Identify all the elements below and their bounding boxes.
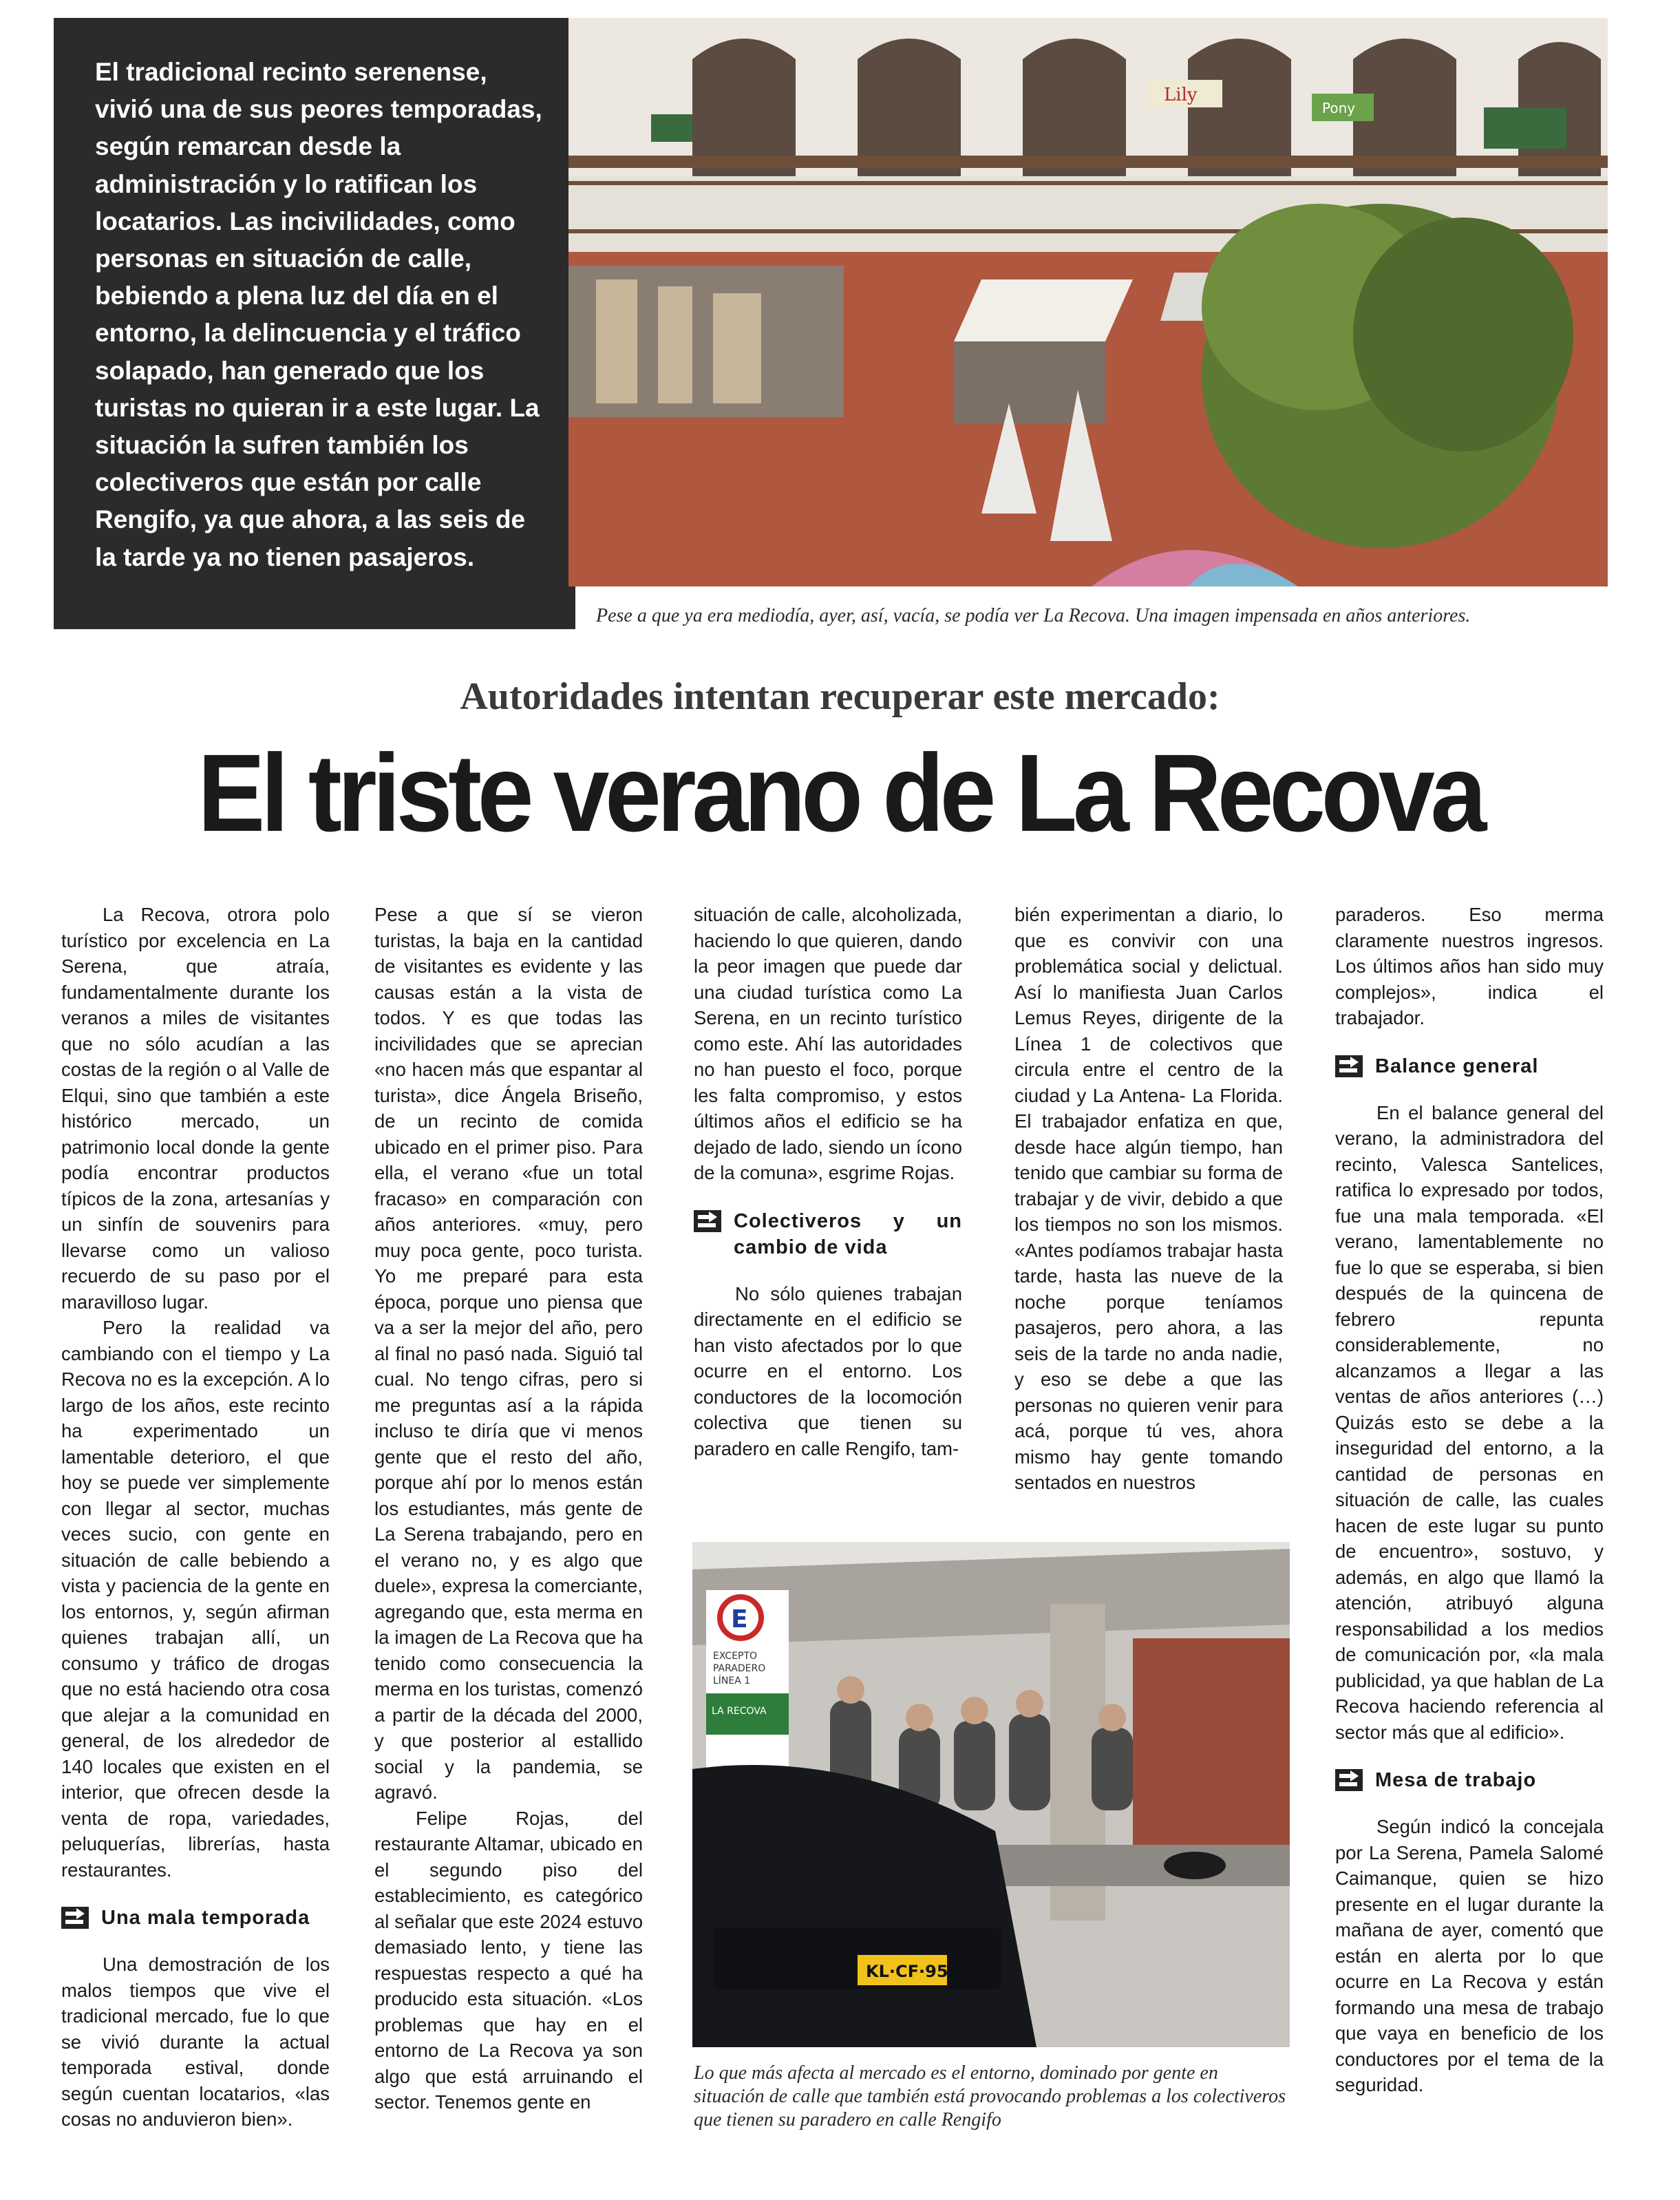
section-subheading [1335, 1767, 1604, 1793]
kicker: Autoridades intentan recuperar este mercado: [460, 675, 1220, 718]
paragraph: Pese a que sí se vieron turistas, la baja en la cantidad de visitantes es evidente y las causas están a la vista de todos. Y es que todas las incivilidades que se aprecian «no hacen más que espantar al turista», dice Ángela Briseño, de un recinto de comida ubicado en el primer piso. Para ella, el verano «fue un total fracaso» en comparación con años anteriores. «muy, pero muy poca gente, poco turista. Yo me preparé para esta época, porque uno piensa que va a ser la mejor del año, pero al final no pasó nada. Siguió tal cual. No tengo cifras, pero si me preguntas así a la rápida incluso te diría que vi menos gente que el resto del año, porque ahí por lo menos están los estudiantes, más gente de La Serena trabajando, pero en el verano no, y es algo que duele», expresa la comerciante, agregando que, esta merma en la imagen de La Recova que ha tenido como consecuencia la merma en los turistas, comenzó a partir de la década del 2000, y que posterior al estallido social y la pandemia, se agravó. [374, 904, 643, 1803]
section-subheading-text: Colectiveros y un cambio de vida [734, 1209, 962, 1258]
photo-bus-stop [692, 1542, 1290, 2047]
paragraph: En el balance general del verano, la administradora del recinto, Valesca Santelices, ratifica lo expresado por todos, fue una mala temporada. «El verano, lamentablemente no fue lo que se esperaba, si bien después de la quincena de febrero repunta considerablemente, no alcanzamos a llegar a las ventas de años anteriores (…) Quizás esto se debe a la inseguridad del entorno, a la cantidad de personas en situación de calle, las cuales hacen de este lugar su punto de encuentro», sostuvo, y además, en algo que llamó la atención, atribuyó alguna responsabilidad a los medios de comunicación por, «la mala publicidad, ya que hablan de La Recova haciendo referencia al sector más que al edificio». [1335, 1101, 1604, 1743]
shop-sign-text-2: Pony [1322, 100, 1356, 116]
article-column-4 [1014, 902, 1283, 1496]
bus-stop-sign-line-2: PARADERO [713, 1663, 766, 1674]
arrows-icon [1335, 1055, 1363, 1077]
paragraph: La Recova, otrora polo turístico por excelencia en La Serena, que atraía, fundamentalmente durante los veranos a miles de visitantes que no sólo acudían a las costas de la región o al Valle de Elqui, sino que también a este histórico mercado, un patrimonio local donde la gente podía encontrar productos típicos de la zona, artesanías y un sinfín de souvenirs para llevarse como un valioso recuerdo de su paso por el maravilloso lugar. [61, 904, 330, 1313]
section-subheading [694, 1208, 962, 1260]
paragraph: Según indicó la concejala por La Serena, Pamela Salomé Caimanque, quien se hizo presente en el lugar durante la mañana de ayer, comentó que están en alerta por lo que ocurre en La Recova y están formando una mesa de trabajo que vaya en beneficio de los conductores por el tema de la seguridad. [1335, 1816, 1604, 2095]
section-subheading-text: Una mala temporada [101, 1907, 310, 1929]
bus-stop-sign-line-3: LÍNEA 1 [713, 1675, 751, 1686]
arrows-icon [61, 1907, 89, 1929]
paragraph: No sólo quienes trabajan directamente en el edificio se han visto afectados por lo que ocurre en el entorno. Los conductores de la locomoción colectiva que tienen su paradero en calle Rengifo, tam- [694, 1282, 962, 1459]
svg-text:E: E [731, 1605, 748, 1633]
paragraph: bién experimentan a diario, lo que es convivir con una problemática social y delictual. Así lo manifiesta Juan Carlos Lemus Reyes, dirigente de la Línea 1 de colectivos que circula entre el centro de la ciudad y La Antena- La Florida. El trabajador enfatiza en que, desde hace algún tiempo, han tenido que cambiar su forma de trabajar y de vivir, debido a que los tiempos no son los mismos. «Antes podíamos trabajar hasta tarde, hasta las nueve de la noche porque teníamos pasajeros, pero ahora, a las seis de la tarde no anda nadie, y eso se debe a que las personas no quieren venir para acá, porque tú ves, ahora mismo hay gente tomando sentados en nuestros [1014, 904, 1283, 1493]
paragraph: Pero la realidad va cambiando con el tiempo y La Recova no es la excepción. A lo largo de los años, este recinto ha experimentado un lamentable deterioro, el que hoy se puede ver simplemente con llegar al sector, muchas veces sucio, con gente en situación de calle bebiendo a vista y paciencia de la gente en los entornos, y, según afirman quienes trabajan allí, un consumo y tráfico de drogas que no está haciendo otra cosa que alejar a la comunidad en general, de los alrededor de 140 locales que existen en el interior, que ofrecen desde la venta de ropa, variedades, peluquerías, librerías, hasta restaurantes. [61, 1317, 330, 1881]
article-column-1 [61, 902, 330, 2133]
paragraph: Una demostración de los malos tiempos que vive el tradicional mercado, fue lo que se vivió durante la actual temporada estival, donde según cuentan locatarios, «las cosas no anduvieron bien». [61, 1954, 330, 2130]
photo-market-courtyard [568, 18, 1608, 586]
photo-bottom-caption: Lo que más afecta al mercado es el entorno, dominado por gente en situación de calle que también está provocando problemas a los colectiveros que tienen su paradero en calle Rengifo [694, 2062, 1286, 2130]
section-subheading [61, 1905, 330, 1931]
arrows-icon [1335, 1769, 1363, 1791]
paragraph: Felipe Rojas, del restaurante Altamar, ubicado en el segundo piso del establecimiento, es categórico al señalar que este 2024 estuvo demasiado lento, y tiene las respuestas respecto a qué ha producido esta situación. «Los problemas que hay en el entorno de La Recova ya son algo que está arruinando el sector. Tenemos gente en [374, 1807, 643, 2113]
headline: El triste verano de La Recova [198, 731, 1482, 854]
section-subheading-text: Balance general [1375, 1055, 1539, 1077]
bus-stop-sign-line-4: LA RECOVA [712, 1706, 767, 1717]
arrows-icon [694, 1210, 721, 1232]
article-column-5 [1335, 902, 1604, 2098]
photo-top-caption: Pese a que ya era mediodía, ayer, así, vacía, se podía ver La Recova. Una imagen impensada en años anteriores. [596, 605, 1471, 626]
section-subheading-text: Mesa de trabajo [1375, 1769, 1537, 1791]
article-column-2 [374, 902, 643, 2115]
paragraph: paraderos. Eso merma claramente nuestros ingresos. Los últimos años han sido muy complejos», indica el trabajador. [1335, 904, 1604, 1028]
paragraph: situación de calle, alcoholizada, haciendo lo que quieren, dando la peor imagen que puede dar una ciudad turística como La Serena, en un recinto turístico como este. Ahí las autoridades no han puesto el foco, porque les falta compromiso, y estos últimos años el edificio se ha dejado de lado, siendo un ícono de la comuna», esgrime Rojas. [694, 904, 962, 1183]
lead-text: El tradicional recinto serenense, vivió una de sus peores temporadas, según remarcan desde la administración y lo ratifican los locatarios. Las incivilidades, como personas en situación de calle, bebiendo a plena luz del día en el entorno, la delincuencia y el tráfico solapado, han generado que los turistas no quieran ir a este lugar. La situación la sufren también los colectiveros que están por calle Rengifo, ya que ahora, a las seis de la tarde ya no tienen pasajeros. [95, 58, 542, 571]
license-plate: KL·CF·95 [866, 1962, 948, 1981]
shop-sign-text: Lily [1164, 85, 1198, 105]
bus-stop-sign-line-1: EXCEPTO [713, 1651, 758, 1662]
article-column-3 [694, 902, 962, 1461]
section-subheading [1335, 1053, 1604, 1079]
